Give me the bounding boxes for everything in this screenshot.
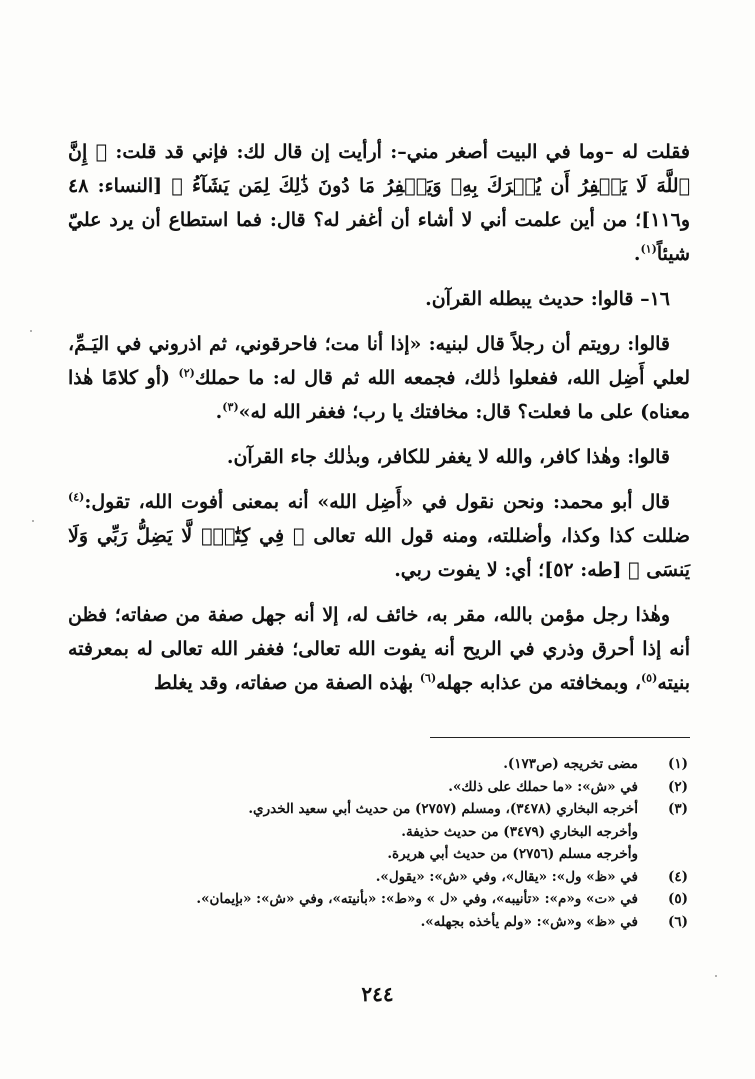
paragraph-3: [68, 327, 690, 429]
paragraph-6-text-c: بهٰذه الصفة من صفاته، وقد يغلط: [154, 672, 420, 694]
page-number: ٢٤٤: [361, 982, 394, 1006]
footnote-2: [90, 776, 688, 799]
footnote-number: (٤): [667, 868, 688, 885]
footnote-number: (٢): [667, 778, 688, 795]
paragraph-3-text-a: قالوا: رويتم أن رجلاً قال لبنيه: «إذا أنا مت؛ فاحرقوني، ثم اذروني في اليَـمِّ، لعلي أَضِل الله، ففعلوا ذٰلك، فجمعه الله ثم قال له: ما حملك: [68, 333, 690, 389]
footnote-number: (٣): [667, 801, 688, 817]
paragraph-1-text-a: فقلت له –وما في البيت أصغر مني–: أرأيت إن قال لك: فإني قد قلت:: [106, 141, 691, 163]
paragraph-4-text: قالوا: وهٰذا كافر، والله لا يغفر للكافر، وبذٰلك جاء القرآن.: [226, 446, 670, 468]
footnote-line: مضى تخريجه (ص١٧٣).: [503, 756, 638, 772]
footnote-text: [90, 798, 638, 866]
footnote-3: [90, 798, 688, 866]
scan-speck: [32, 520, 34, 522]
paragraph-1: [68, 135, 690, 271]
footnote-text: [90, 776, 638, 799]
paragraph-5-text-c: [طه: ٥٢]؛ أي: لا يفوت ربي.: [394, 559, 629, 581]
footnote-ref-6[interactable]: (٦): [419, 671, 437, 685]
footnote-text: [90, 911, 638, 934]
footnote-line: في «ت» و«م»: «تأنيبه»، وفي «ل » و«ط»: «بأنيته»، وفي «ش»: «بإيمان».: [196, 891, 638, 907]
paragraph-1-text-b: [النساء: ٤٨ و١١٦]؛ من أين علمت أني لا أشاء أن أغفر له؟ قال: فما استطاع أن يرد عليّ شيئاً: [68, 175, 690, 265]
footnote-ref-1[interactable]: (١): [640, 242, 657, 256]
footnote-ref-5[interactable]: (٥): [640, 671, 658, 685]
paragraph-5: [68, 485, 690, 587]
footnote-4: [90, 866, 688, 889]
quran-verse-nisa: ﴿ إِنَّ ٱللَّهَ لَا يَغۡفِرُ أَن يُشۡرَكَ بِهِۦ وَيَغۡفِرُ مَا دُونَ ذَٰلِكَ لِمَن يَشَآءُ ﴾: [68, 141, 690, 197]
footnote-text: [90, 753, 638, 776]
scan-speck: [30, 330, 32, 332]
footnote-number: (٦): [667, 913, 688, 930]
paragraph-6: [68, 598, 690, 700]
paragraph-6-text-a: وهٰذا رجل مؤمن بالله، مقر به، خائف له، إلا أنه جهل صفة من صفاته؛ فظن أنه إذا أحرق وذري في الريح أنه يفوت الله تعالى؛ فغفر الله تعالى له بمعرفته بنيته: [68, 604, 690, 694]
footnote-text: [90, 866, 638, 889]
footnote-divider: [430, 737, 690, 738]
footnote-5: [90, 888, 688, 911]
footnote-ref-3[interactable]: (٣): [222, 400, 239, 414]
footnote-line: في «ظ» و«ش»: «ولم يأخذه بجهله».: [420, 913, 638, 930]
footnote-number: (٥): [667, 891, 688, 907]
paragraph-1-end: .: [633, 243, 641, 265]
paragraph-2-heading: [68, 282, 690, 316]
footnote-line: وأخرجه البخاري (٣٤٧٩) من حديث حذيفة.: [401, 823, 638, 840]
footnotes-section: [90, 753, 688, 933]
footnote-1: [90, 753, 688, 776]
footnote-line: أخرجه البخاري (٣٤٧٨)، ومسلم (٢٧٥٧) من حديث أبي سعيد الخدري.: [248, 801, 638, 817]
paragraph-5-text-b: ضللت كذا وكذا، وأضللته، ومنه قول الله تعالى: [304, 525, 690, 547]
paragraph-3-end: .: [215, 401, 223, 423]
footnote-ref-2[interactable]: (٢): [178, 366, 195, 380]
paragraph-5-text-a: قال أبو محمد: ونحن نقول في «أَضِل الله» أنه بمعنى أفوت الله، تقول:: [84, 491, 670, 513]
footnote-line: في «ش»: «ما حملك على ذلك».: [448, 778, 638, 795]
quran-verse-taha: ﴿ فِي كِتَٰبٖۖ لَّا يَضِلُّ رَبِّي وَلَا يَنسَى ﴾: [68, 525, 690, 581]
scan-speck: [715, 975, 717, 977]
paragraph-4: [68, 440, 690, 474]
footnote-number: (١): [667, 756, 688, 772]
section-16-title: ١٦– قالوا: حديث يبطله القرآن.: [425, 288, 670, 310]
footnote-ref-4[interactable]: (٤): [68, 490, 85, 504]
footnote-6: [90, 911, 688, 934]
paragraph-3-text-b: (أو كلامًا هٰذا معناه) على ما فعلت؟ قال: مخافتك يا رب؛ فغفر الله له»: [68, 367, 690, 423]
footnote-line: وأخرجه مسلم (٢٧٥٦) من حديث أبي هريرة.: [387, 846, 638, 862]
footnote-line: في «ظ» ول»: «يقال»، وفي «ش»: «يقول».: [375, 868, 638, 885]
main-text: [68, 135, 690, 711]
paragraph-6-text-b: ، وبمخافته من عذابه جهله: [436, 672, 641, 694]
footnote-text: [90, 888, 638, 911]
